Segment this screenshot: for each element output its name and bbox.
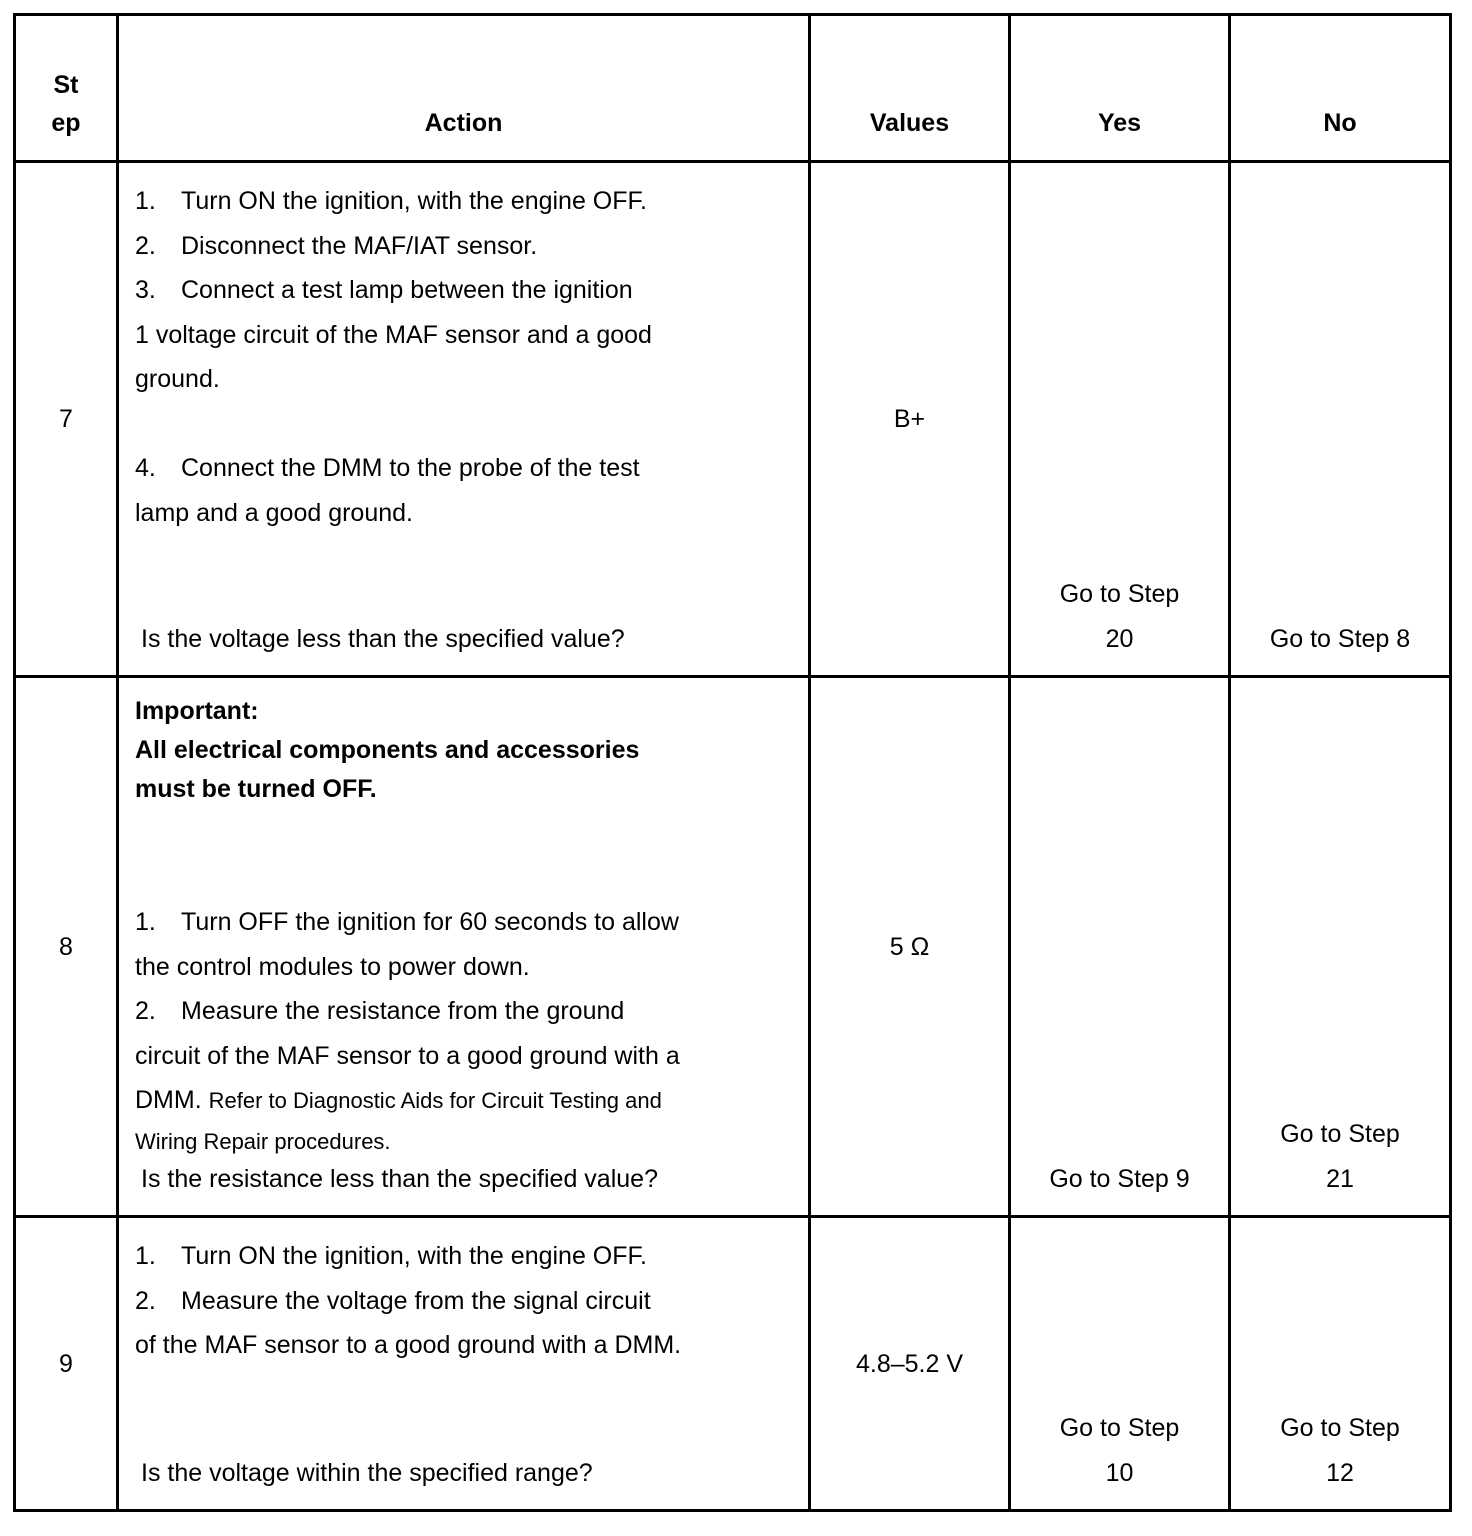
question-text: Is the voltage less than the specified value? <box>141 624 625 653</box>
yes-cell: Go to Step 20 <box>1010 162 1230 677</box>
value-cell: 4.8–5.2 V <box>810 1217 1010 1511</box>
action-cell: Important: All electrical components and accessories must be turned OFF. 1. Turn OFF the ignition for 60 seconds to allow the control modules to power down. 2. Measure the resistance from the ground circuit of the MAF sensor to a good ground with a DMM. Refer to Diagnostic Aids for Circuit Testing and Wiring Repair procedures. Is the resistance less than the specified value? <box>118 677 810 1217</box>
header-row <box>15 15 1451 162</box>
yes-cell: Go to Step 10 <box>1010 1217 1230 1511</box>
action-cell: 1. Turn ON the ignition, with the engine OFF. 2. Disconnect the MAF/IAT sensor. 3. Connect a test lamp between the ignition 1 voltage circuit of the MAF sensor and a good ground. 4. Connect the DMM to the probe of the test lamp and a good ground. Is the voltage less than the specified value? <box>118 162 810 677</box>
no-cell: Go to Step 8 <box>1230 162 1451 677</box>
step-cell: 7 <box>15 162 118 677</box>
action-cell: 1. Turn ON the ignition, with the engine OFF. 2. Measure the voltage from the signal circuit of the MAF sensor to a good ground with a DMM. Is the voltage within the specified range? <box>118 1217 810 1511</box>
table-row <box>15 677 1451 1217</box>
value-cell: 5 Ω <box>810 677 1010 1217</box>
table-row <box>15 162 1451 677</box>
header-action: Action <box>118 15 810 162</box>
diagnostic-table <box>13 13 1452 1512</box>
no-cell: Go to Step 12 <box>1230 1217 1451 1511</box>
value-cell: B+ <box>810 162 1010 677</box>
header-values: Values <box>810 15 1010 162</box>
header-no: No <box>1230 15 1451 162</box>
question-text: Is the resistance less than the specified value? <box>141 1164 658 1193</box>
yes-cell: Go to Step 9 <box>1010 677 1230 1217</box>
table-row <box>15 1217 1451 1511</box>
header-yes: Yes <box>1010 15 1230 162</box>
header-step: St ep <box>15 15 118 162</box>
step-cell: 8 <box>15 677 118 1217</box>
question-text: Is the voltage within the specified range? <box>141 1458 593 1487</box>
no-cell: Go to Step 21 <box>1230 677 1451 1217</box>
important-label: Important: <box>135 697 259 725</box>
step-cell: 9 <box>15 1217 118 1511</box>
